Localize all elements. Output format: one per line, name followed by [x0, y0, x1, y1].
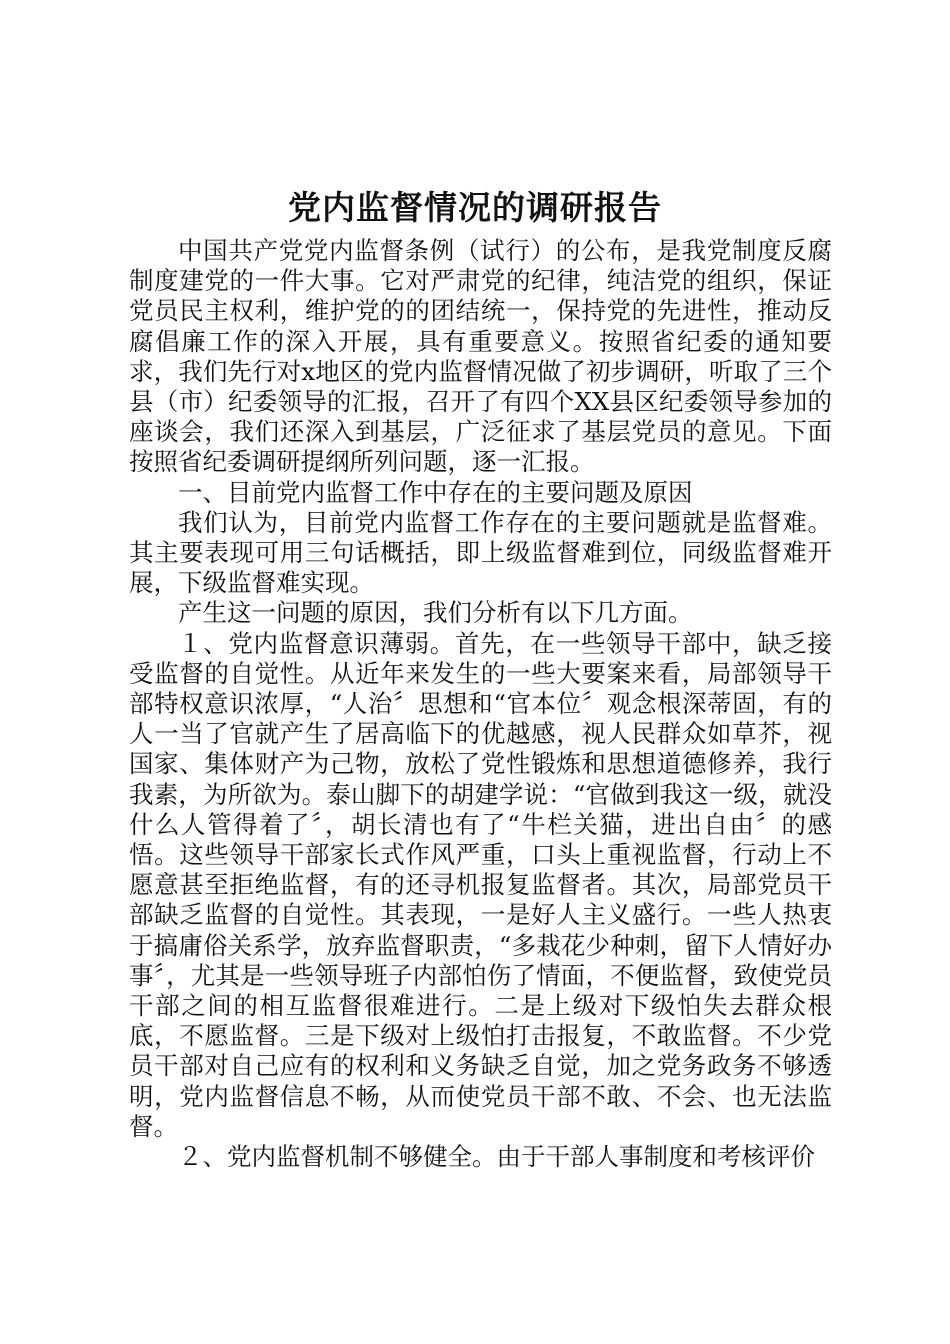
document-title: 党内监督情况的调研报告 — [288, 188, 662, 227]
section-heading-1: 一、目前党内监督工作中存在的主要问题及原因 — [178, 477, 693, 507]
paragraph-cause-1: １、党内监督意识薄弱。首先，在一些领导干部中，缺乏接受监督的自觉性。从近年来发生的一些大要案来看，局部领导干部特权意识浓厚，“人治〞思想和“官本位〞观念根深蒂固，有的人一当了官就产生了居高临下的优越感，视人民群众如草芥，视国家、集体财产为己物，放松了党性锻炼和思想道德修养，我行我素，为所欲为。泰山脚下的胡建学说：“官做到我这一级，就没什么人管得着了〞，胡长清也有了“牛栏关猫，进出自由〞的感悟。这些领导干部家长式作风严重，口头上重视监督，行动上不愿意甚至拒绝监督，有的还寻机报复监督者。其次，局部党员干部缺乏监督的自觉性。其表现，一是好人主义盛行。一些人热衷于搞庸俗关系学，放弃监督职责，“多栽花少种刺，留下人情好办事〞，尤其是一些领导班子内部怕伤了情面，不便监督，致使党员干部之间的相互监督很难进行。二是上级对下级怕失去群众根底，不愿监督。三是下级对上级怕打击报复，不敢监督。不少党员干部对自己应有的权利和义务缺乏自觉，加之党务政务不够透明，党内监督信息不畅，从而使党员干部不敢、不会、也无法监督。 — [129, 628, 832, 1141]
paragraph-cause-2: ２、党内监督机制不够健全。由于干部人事制度和考核评价 — [178, 1142, 815, 1172]
paragraph-main-problem: 我们认为，目前党内监督工作存在的主要问题就是监督难。其主要表现可用三句话概括，即上级监督难到位，同级监督难开展，下级监督难实现。 — [129, 507, 832, 598]
document-body — [129, 236, 832, 1172]
paragraph-intro: 中国共产党党内监督条例（试行）的公布，是我党制度反腐制度建党的一件大事。它对严肃党的纪律，纯洁党的组织，保证党员民主权利，维护党的的团结统一，保持党的先进性，推动反腐倡廉工作的深入开展，具有重要意义。按照省纪委的通知要求，我们先行对x地区的党内监督情况做了初步调研，听取了三个县（市）纪委领导的汇报，召开了有四个XX县区纪委领导参加的座谈会，我们还深入到基层，广泛征求了基层党员的意见。下面按照省纪委调研提纲所列问题，逐一汇报。 — [129, 236, 832, 477]
paragraph-causes-intro: 产生这一问题的原因，我们分析有以下几方面。 — [178, 598, 693, 628]
